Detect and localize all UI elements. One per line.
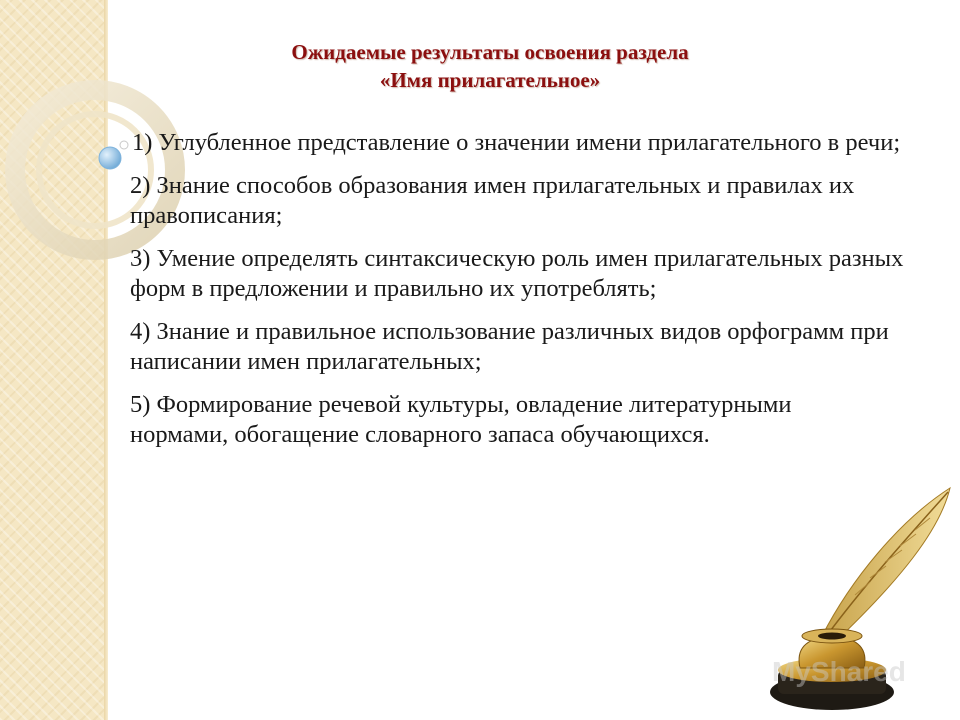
- watermark: MyShared: [772, 656, 906, 687]
- list-item: 2) Знание способов образования имен прилагательных и правилах их правописания;: [130, 172, 855, 229]
- list-item: 5) Формирование речевой культуры, овладение литературными нормами, обогащение словарного запаса обучающихся.: [130, 391, 792, 448]
- list-item: 1) Углубленное представление о значении имени прилагательного в речи;: [132, 129, 901, 156]
- list-item: 3) Умение определять синтаксическую роль имен прилагательных разных форм в предложении и правильно их употреблять;: [130, 245, 904, 302]
- title-line-1: Ожидаемые результаты освоения раздела: [291, 40, 689, 64]
- title-line-2: «Имя прилагательное»: [379, 68, 601, 92]
- bullet-dot-icon: [99, 147, 121, 169]
- list-item: 4) Знание и правильное использование различных видов орфограмм при написании имен прилагательных;: [130, 318, 889, 375]
- results-list: [130, 128, 940, 463]
- page-title: [150, 38, 830, 94]
